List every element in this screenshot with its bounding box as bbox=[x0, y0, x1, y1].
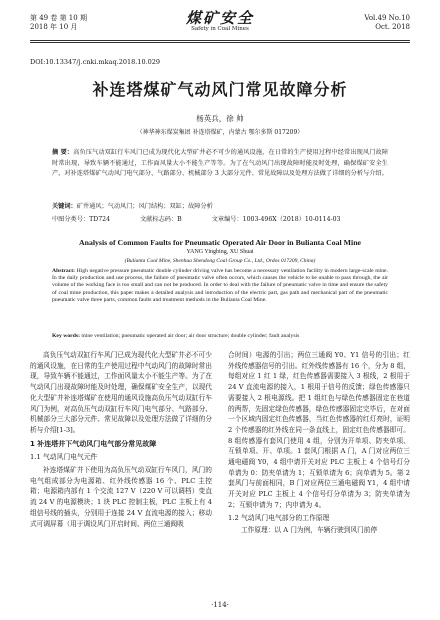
keywords-label: 关键词： bbox=[52, 203, 77, 210]
classification bbox=[52, 214, 388, 223]
abstract-text: 高负压气动双缸行车风门已成为现代化大型矿井必不可少的通风设施，在日常的生产使用过程中经常出现风门故障时常出现，导致车辆不能通过，工作面风量大小不能生产等等。为了在气动风门出现故障时能及时处理，确保煤矿安全生产，对补连塔煤矿气动风门电气部分、气路部分、机械部分 3 大部分元件、常见故障以及处理方法做了详细的分析与介绍。 bbox=[52, 149, 389, 177]
paper-title: 补连塔煤矿气动风门常见故障分析 bbox=[92, 80, 348, 99]
header-date-cn: 2018 年 10 月 bbox=[30, 23, 78, 31]
paragraph-working-principle: 工作原理：以 A 门为例，车辆行驶到风门前停 bbox=[241, 526, 378, 535]
paragraph-electrical-components: 补连塔煤矿井下使用为高负压气动双缸行车风门，风门的电气组成部分为电源箱、红外线传感器 16 个、PLC 主控箱；电源箱内部有 1 个交流 127 V（220 V 可以调档）变直流 24 V 的电源模块；1 块 PLC 控制主板，PLC 主板上有 4 组信号线的插头，分别用于连接 24 V 直流电源的接入；移动式可调屏幕（用于调设风门开启时间、两位三通阀吸 bbox=[30, 466, 212, 528]
subsection-heading-1-1: 1.1 气动风门电气元件 bbox=[30, 453, 98, 462]
english-abstract-label: Abstract: bbox=[52, 268, 76, 274]
intro-paragraph: 高负压气动双缸行车风门已成为现代化大型矿井必不可少的通风设施，在日常的生产使用过程中气动风门的故障时常出现，导致车辆不能通过，工作面风量太小不能生产等。为了在气动风门出现故障时能及时处理，确保煤矿安全生产，以现代化大型矿井补连塔煤矿在使用的通风设施高负压气动双缸行车风门为例，对高负压气动双缸行车风门电气部分、气路部分、机械部分三大部分元件、常见故障以及处理方法做了详细的分析与介绍[1-3]。 bbox=[30, 351, 212, 434]
english-keywords-text: mine ventilation; pneumatic operated air door; air door structure; double cylinder; fault analysis bbox=[81, 333, 300, 339]
english-affiliation: (Bulianta Coal Mine, Shenhua Shendong Coal Group Co., Ltd., Ordos 017209, China) bbox=[124, 258, 316, 264]
keywords-text: 矿井通风；气动风门；风门结构；双缸；故障分析 bbox=[76, 203, 213, 210]
article-number: 文章编号：1003-496X（2018）10-0114-03 bbox=[211, 216, 341, 223]
english-authors: YANG Yingbing, XU Shuai bbox=[186, 249, 254, 255]
abstract-label: 摘 要： bbox=[52, 149, 74, 156]
header-volume-en bbox=[364, 14, 410, 32]
english-abstract bbox=[52, 268, 388, 304]
document-code: 文献标志码：B bbox=[140, 216, 182, 223]
english-keywords bbox=[52, 333, 388, 340]
header-rule-thin bbox=[30, 42, 410, 43]
header-vol-en: Vol.49 No.10 bbox=[364, 14, 410, 22]
header-date-en: Oct. 2018 bbox=[375, 23, 410, 31]
doi: DOI:10.13347/j.cnki.mkaq.2018.10.029 bbox=[30, 58, 161, 66]
paragraph-sensors: 合时间）电源的引出；两位三通阀 Y0、Y1 信号的引出；红外线传感器信号的引出。红外线传感器有 16 个，分为 8 组，每组对应 1 红 1 绿，红色传感器需要接入 3 根线，2 根用于 24 V 直流电源的接入，1 根用于信号的反馈；绿色传感器只需要接入 2 根电源线。把 1 组红色与绿色传感器固定在巷道的两帮，先固定绿色传感器，绿色传感器固定完毕后，在对面一个区域内固定红色传感器，当红色传感器的红灯亮时，证明 2 个传感器的红外线在同一条直线上，固定红色传感器即可。8 组传感器有套风门使用 4 组，分别为开单项、防夹单项、互锁单项、开、单项。1 套风门根据 A 门，A 门对应两位三通电磁阀 Y0，4 组中请开关对应 PLC 主板上 4 个信号灯分单请为 0：防夹单请为 1；互锁单请为 6；向单请为 5。第 2 套风门与前面相同，B 门对应两位三通电磁阀 Y1，4 组中请开关对应 PLC 主板上 4 个信号灯分单请为 3；防夹单请为 2；互锁申请为 7；内申请为 4。 bbox=[228, 351, 410, 509]
authors: 杨英兵，徐 帅 bbox=[196, 114, 244, 123]
english-abstract-text: High negative pressure pneumatic double cylinder driving valve has become a necessary ventilation facility in modern large-scale mine. In the daily production and use process, the failure of pneumatic valve often occurs, which causes the vehicle to be unable to pass through, the air volume of the working face is too small and can not be produced. In order to deal with the failure of pneumatic valve in time and ensure the safety of coal mine production, this paper makes a detailed analysis and introduction of the electric part, gas path and mechanical part of the pneumatic pneumatic valve three parts, common faults and treatment methods in the Bulianta Coal Mine. bbox=[52, 268, 389, 303]
header-volume-cn: 第 49 卷 第 10 期 bbox=[30, 14, 87, 22]
clc-number: 中图分类号：TD724 bbox=[52, 216, 111, 223]
body-column-left bbox=[30, 350, 212, 529]
keywords bbox=[52, 201, 388, 210]
header-rule bbox=[30, 40, 410, 41]
body-column-right bbox=[228, 350, 410, 536]
section-heading-1: 1 补连塔井下气动风门电气部分常见故障 bbox=[30, 439, 157, 448]
abstract bbox=[52, 148, 388, 180]
page-number: ·114· bbox=[211, 601, 229, 609]
journal-name-en: Safety in Coal Mines bbox=[191, 26, 249, 32]
english-keywords-label: Key words: bbox=[52, 333, 80, 339]
english-title: Analysis of Common Faults for Pneumatic Operated Air Door in Bulianta Coal Mine bbox=[79, 238, 361, 247]
journal-name-cn: 煤矿安全 bbox=[185, 9, 254, 27]
affiliation: （神华神东煤炭集团 补连塔煤矿，内蒙古 鄂尔多斯 017209） bbox=[136, 129, 304, 136]
subsection-heading-1-2: 1.2 气动风门电气部分的工作原理 bbox=[228, 513, 330, 522]
